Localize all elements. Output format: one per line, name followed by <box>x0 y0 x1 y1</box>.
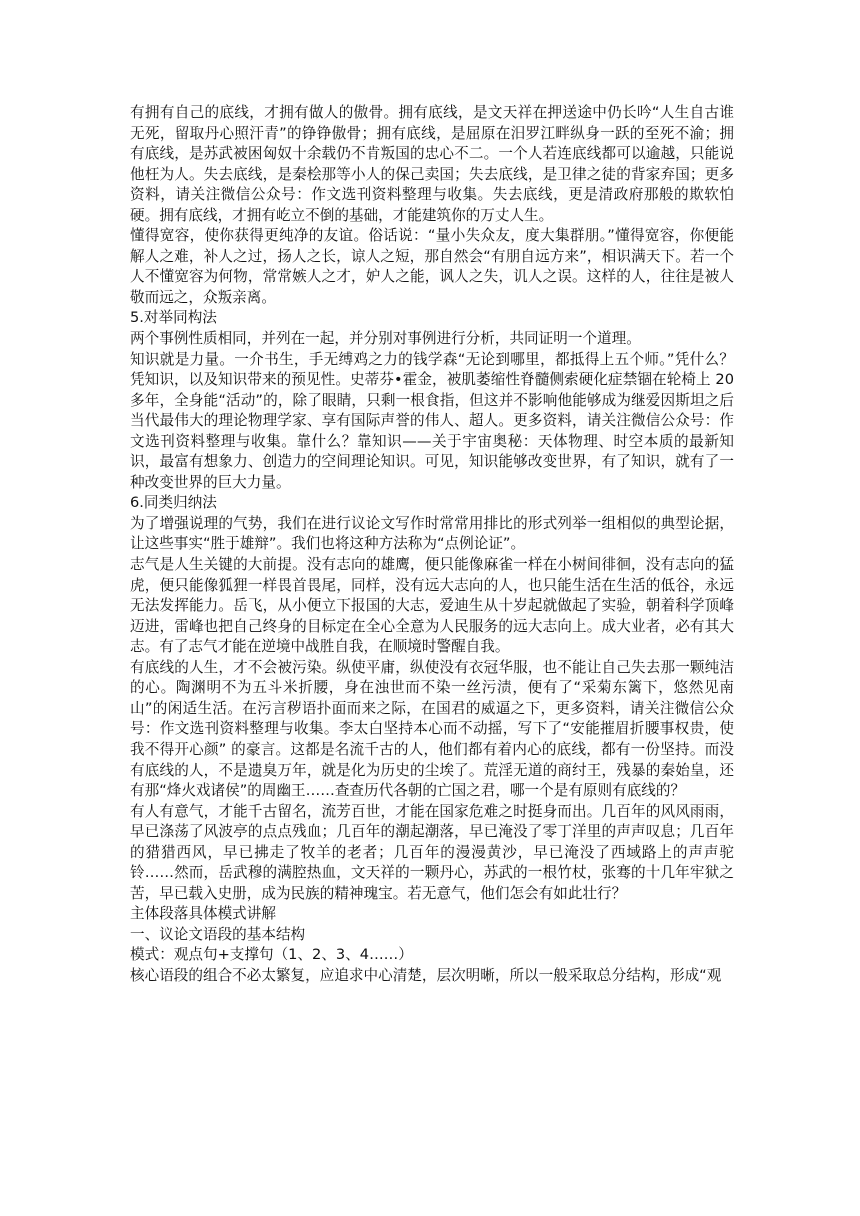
section-heading-basic-structure: 一、议论文语段的基本结构 <box>130 925 306 943</box>
paragraph-parallel-method-definition: 两个事例性质相同，并列在一起，并分别对事例进行分析，共同证明一个道理。 <box>130 330 641 348</box>
paragraph-knowledge-is-power: 知识就是力量。一介书生，手无缚鸡之力的钱学森“无论到哪里，都抵得上五个师。”凭什么？凭知识，以及知识带来的预见性。史蒂芬•霍金，被肌萎缩性脊髓侧索硬化症禁锢在轮椅上 20 多年，全身能“活动”的，除了眼睛，只剩一根食指，但这并不影响他能够成为继爱因斯坦之后当代最伟大的理论物理学家、享有国际声誉的伟人、超人。更多资料，请关注微信公众号：作文选刊资料整理与收集。靠什么？靠知识——关于宇宙奥秘：天体物理、时空本质的最新知识，最富有想象力、创造力的空间理论知识。可见，知识能够改变世界，有了知识，就有了一种改变世界的巨大力量。 <box>130 350 734 491</box>
paragraph-pattern-formula: 模式：观点句+支撑句（1、2、3、4……） <box>130 946 413 964</box>
paragraph-bottom-line-purity: 有底线的人生，才不会被污染。纵使平庸，纵使没有衣冠华服，也不能让自己失去那一颗纯洁的心。陶渊明不为五斗米折腰，身在浊世而不染一丝污渍，便有了“采菊东篱下，悠然见南山”的闲适生活。在污言秽语扑面而来之际，在国君的威逼之下，更多资料，请关注微信公众号：作文选刊资料整理与收集。李太白坚持本心而不动摇，写下了“安能摧眉折腰事权贵，使我不得开心颜” 的豪言。这都是名流千古的人，他们都有着内心的底线，都有一份坚持。而没有底线的人，不是遗臭万年，就是化为历史的尘埃了。荒淫无道的商纣王，残暴的秦始皇，还有那“烽火戏诸侯”的周幽王……查查历代各朝的亡国之君，哪一个是有原则有底线的？ <box>130 658 734 800</box>
paragraph-induction-method-definition: 为了增强说理的气势，我们在进行议论文写作时常常用排比的形式列举一组相似的典型论据，让这些事实“胜于雄辩”。我们也将这种方法称为“点例论证”。 <box>130 514 734 553</box>
document-body <box>130 103 734 987</box>
section-heading-induction-method: 6.同类归纳法 <box>130 494 217 512</box>
paragraph-core-paragraph-combination: 核心语段的组合不必太繁复，应追求中心清楚，层次明晰，所以一般采取总分结构，形成“观 <box>130 966 722 984</box>
paragraph-tolerance: 懂得宽容，使你获得更纯净的友谊。俗话说：“量小失众友，度大集群朋。”懂得宽容，你便能解人之难，补人之过，扬人之长，谅人之短，那自然会“有朋自远方来”，相识满天下。若一个人不懂宽容为何物，常常嫉人之才，妒人之能，讽人之失，讥人之误。这样的人，往往是被人敬而远之，众叛亲离。 <box>130 227 734 306</box>
section-heading-body-paragraph-patterns: 主体段落具体模式讲解 <box>130 905 276 923</box>
paragraph-spirit: 有人有意气，才能千古留名，流芳百世，才能在国家危难之时挺身而出。几百年的风风雨雨，早已涤荡了风波亭的点点残血；几百年的潮起潮落，早已淹没了零丁洋里的声声叹息；几百年的猎猎西风，早已拂走了牧羊的老者；几百年的漫漫黄沙，早已淹没了西域路上的声声驼铃……然而，岳武穆的满腔热血，文天祥的一颗丹心，苏武的一根竹杖，张骞的十几年牢狱之苦，早已载入史册，成为民族的精神瑰宝。若无意气，他们怎会有如此壮行？ <box>130 802 734 902</box>
paragraph-ambition: 志气是人生关键的大前提。没有志向的雄鹰，便只能像麻雀一样在小树间徘徊，没有志向的猛虎，便只能像狐狸一样畏首畏尾，同样，没有远大志向的人，也只能生活在生活的低谷，永远无法发挥能力。岳飞，从小便立下报国的大志，爱迪生从十岁起就做起了实验，朝着科学顶峰迈进，雷峰也把自己终身的目标定在全心全意为人民服务的远大志向上。成大业者，必有其大志。有了志气才能在逆境中战胜自我，在顺境时警醒自我。 <box>130 556 734 656</box>
section-heading-parallel-method: 5.对举同构法 <box>130 309 217 327</box>
paragraph-bottom-line-pride: 有拥有自己的底线，才拥有做人的傲骨。拥有底线，是文天祥在押送途中仍长吟“人生自古谁无死，留取丹心照汗青”的铮铮傲骨；拥有底线，是屈原在汨罗江畔纵身一跃的至死不渝；拥有底线，是苏武被困匈奴十余载仍不肯叛国的忠心不二。一个人若连底线都可以逾越，只能说他枉为人。失去底线，是秦桧那等小人的保己卖国；失去底线，是卫律之徒的背家弃国；更多资料，请关注微信公众号：作文选刊资料整理与收集。失去底线，更是清政府那般的欺软怕硬。拥有底线，才拥有屹立不倒的基础，才能建筑你的万丈人生。 <box>130 104 734 224</box>
